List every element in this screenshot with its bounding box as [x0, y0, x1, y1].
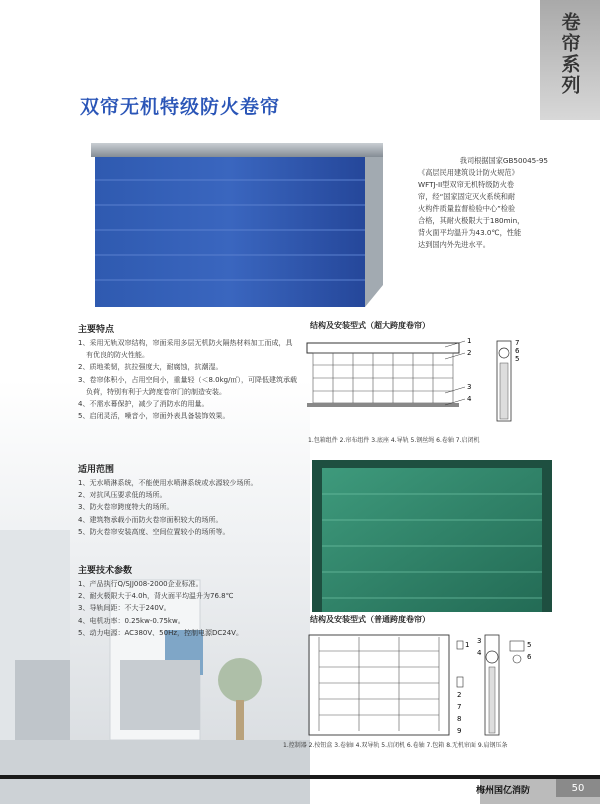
diagram2-label: 1 [465, 641, 470, 649]
diagram2-label: 6 [527, 653, 532, 661]
intro-line: 达到国内外先进水平。 [418, 240, 490, 249]
list-item: 3、防火卷帘跨度特大的场所。 [78, 503, 174, 512]
list-item: 3、卷帘体积小，占用空间小，重量轻（＜8.0kg/㎡），可降低建筑承载负荷，特别有利于大跨度卷帘门的制造安装。 [78, 375, 297, 396]
intro-line: WFTJ-II型双帘无机特级防火卷 [418, 180, 515, 189]
diagram2-label: 4 [477, 649, 482, 657]
intro-line: 我司根据国家GB50045-95 [459, 156, 548, 165]
list-item: 1、采用无轨双帘结构，帘面采用多层无机防火隔热材料加工而成，具有优良的防火性能。 [78, 339, 293, 360]
diagram1-label: 5 [515, 355, 520, 363]
list-item: 4、建筑物承载小而防火卷帘面积较大的场所。 [78, 515, 223, 524]
intro-line: 帘，经“国家固定灭火系统和耐 [418, 192, 516, 201]
side-tab-label: 卷帘系列 [558, 12, 581, 96]
diagram1-label: 6 [515, 347, 520, 355]
diagram1-label: 3 [467, 383, 472, 391]
list-item: 5、动力电源：AC380V、50Hz，控制电源DC24V。 [78, 628, 243, 637]
diagram2-title: 结构及安装型式（普通跨度卷帘） [310, 615, 430, 624]
diagram2-label: 2 [457, 691, 462, 699]
side-tab [540, 0, 600, 120]
diagram2-label: 5 [527, 641, 532, 649]
list-item: 1、无水喷淋系统，不能使用水喷淋系统或水源较少场所。 [78, 479, 258, 487]
diagram2-label: 3 [477, 637, 482, 645]
list-item: 2、对抗风压要求低的场所。 [78, 491, 167, 500]
list-item: 1、产品执行Q/SJJ008-2000企业标准。 [78, 580, 203, 588]
list-item: 5、启闭灵活，噪音小，帘面外表具备装饰效果。 [78, 412, 230, 421]
intro-line: 火构件质量监督检验中心”检验 [418, 204, 516, 213]
list-item: 2、耐火极限大于4.0h，背火面平均温升为76.8℃ [78, 592, 234, 601]
diagram2-label: 8 [457, 715, 462, 723]
features-list [78, 337, 298, 422]
intro-line: 合格，其耐火极限大于180min， [418, 216, 525, 225]
footer-company: 梅州国亿消防 [476, 786, 531, 796]
diagram2-label: 7 [457, 703, 462, 711]
list-item: 5、防火卷帘安装高度、空间位置较小的场所等。 [78, 527, 230, 536]
diagram1-label: 2 [467, 349, 472, 357]
intro-text [418, 155, 548, 251]
green-door-photo [312, 460, 552, 612]
diagram1-label: 1 [467, 337, 472, 345]
diagram1-title: 结构及安装型式（超大跨度卷帘） [310, 321, 430, 330]
intro-line: 《高层民用建筑设计防火规范》 [418, 168, 519, 177]
page-number: 50 [556, 779, 600, 797]
list-item: 4、不需水幕保护，减少了消防水的用量。 [78, 400, 209, 409]
diagram1-structure [305, 333, 545, 429]
specs-list [78, 578, 278, 639]
intro-line: 背火面平均温升为43.0℃，性能 [418, 228, 522, 237]
diagram1-label: 7 [515, 339, 520, 347]
specs-heading: 主要技术参数 [78, 566, 133, 576]
diagram2-label: 9 [457, 727, 462, 735]
diagram1-legend: 1.包箱组件 2.帘布组件 3.底座 4.导轨 5.钢丝绳 6.卷轴 7.启闭机 [308, 437, 480, 444]
scope-heading: 适用范围 [78, 465, 115, 475]
blue-door-photo [77, 135, 397, 310]
diagram2-legend: 1.控制器 2.按钮盒 3.卷轴I 4.双导轨 5.启闭机 6.卷轴 7.包箱 8.无机帘面 9.肩钢压条 [283, 742, 508, 749]
diagram1-label: 4 [467, 395, 472, 403]
list-item: 2、质地柔韧，抗拉强度大，耐腐蚀，抗潮湿。 [78, 363, 223, 372]
page-title: 双帘无机特级防火卷帘 [80, 96, 281, 118]
list-item: 3、导轨间距：不大于240V。 [78, 604, 171, 613]
diagram2-structure [305, 627, 550, 739]
list-item: 4、电机功率：0.25kw-0.75kw。 [78, 616, 185, 625]
features-heading: 主要特点 [78, 325, 115, 335]
scope-list [78, 477, 308, 538]
